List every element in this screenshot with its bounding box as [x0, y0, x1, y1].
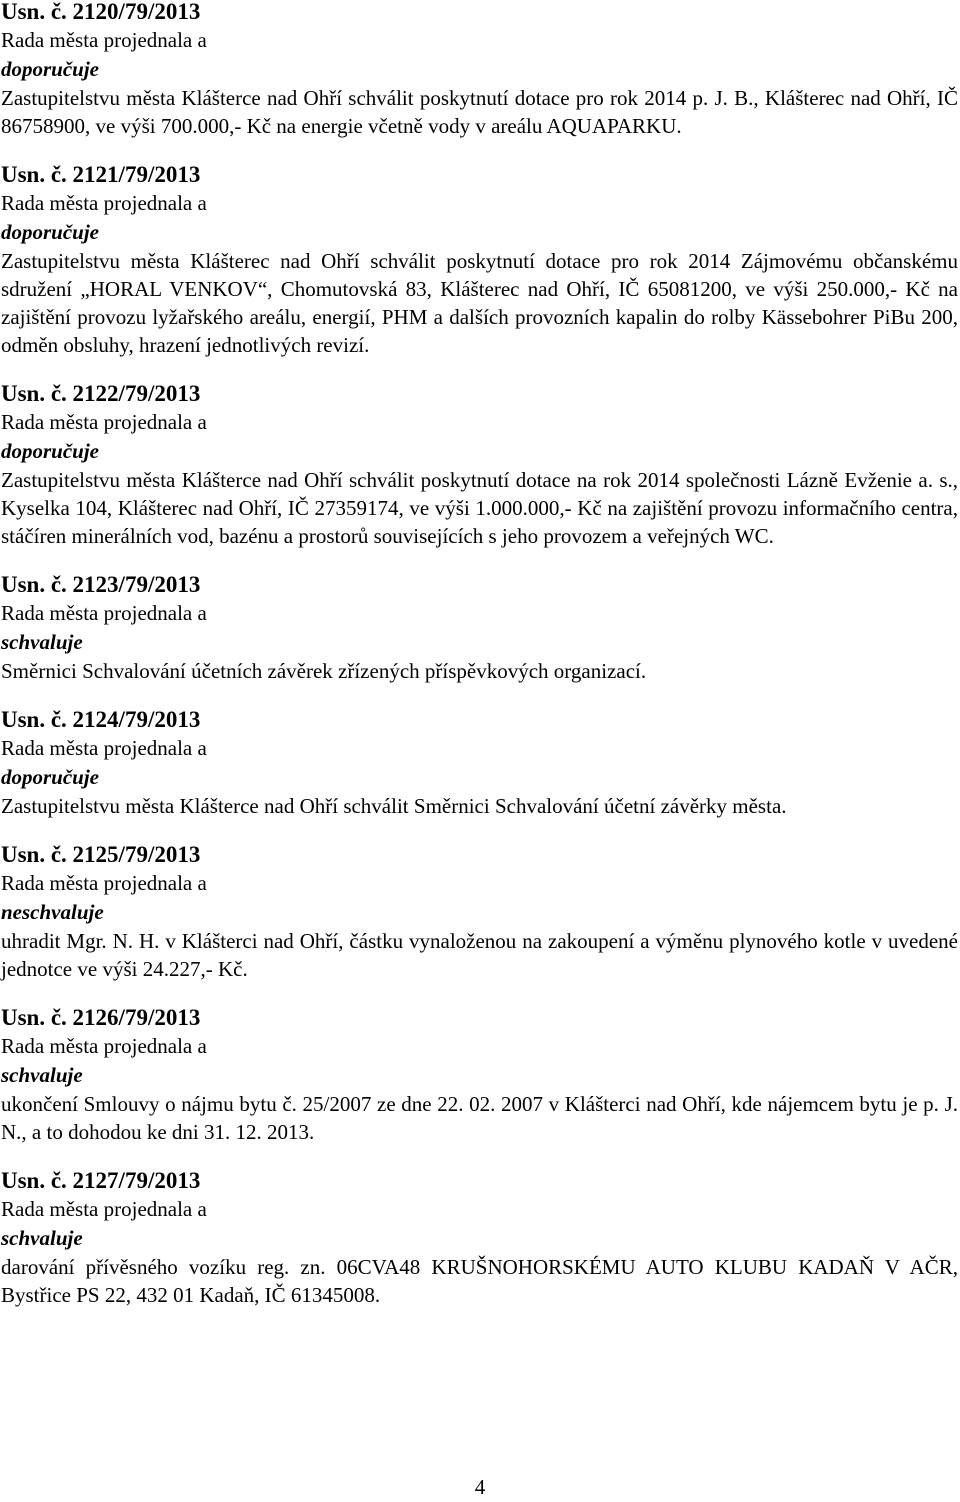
resolution-item — [1, 379, 958, 550]
resolution-verb: schvaluje — [1, 1063, 83, 1087]
resolution-item — [1, 1003, 958, 1146]
resolution-verb: schvaluje — [1, 1226, 83, 1250]
resolution-intro: Rada města projednala a — [1, 1197, 207, 1221]
resolution-intro: Rada města projednala a — [1, 736, 207, 760]
resolution-number: Usn. č. 2120/79/2013 — [1, 0, 201, 24]
resolution-text: uhradit Mgr. N. H. v Klášterci nad Ohří, částku vynaloženou na zakoupení a výměnu plynového kotle v uvedené jednotce ve výši 24.227,- Kč. — [1, 929, 958, 981]
resolution-intro: Rada města projednala a — [1, 871, 207, 895]
resolution-verb: doporučuje — [1, 439, 100, 463]
resolution-item — [1, 0, 958, 140]
resolution-intro: Rada města projednala a — [1, 410, 207, 434]
resolution-verb: doporučuje — [1, 220, 100, 244]
resolution-number: Usn. č. 2127/79/2013 — [1, 1168, 201, 1193]
resolution-intro: Rada města projednala a — [1, 601, 207, 625]
resolution-number: Usn. č. 2126/79/2013 — [1, 1005, 201, 1030]
resolution-intro: Rada města projednala a — [1, 191, 207, 215]
resolution-item — [1, 840, 958, 983]
resolution-text: Zastupitelstvu města Klášterec nad Ohří schválit poskytnutí dotace pro rok 2014 Zájmovému občanskému sdružení „HORAL VENKOV“, Chomutovská 83, Klášterec nad Ohří, IČ 65081200, ve výši 250.000,- Kč na zajištění provozu lyžařského areálu, energií, PHM a dalších provozních kapalin do rolby Kässebohrer PiBu 200, odměn obsluhy, hrazení jednotlivých revizí. — [1, 249, 958, 357]
resolution-verb: schvaluje — [1, 630, 83, 654]
resolution-item — [1, 1166, 958, 1309]
resolution-intro: Rada města projednala a — [1, 1034, 207, 1058]
resolution-number: Usn. č. 2125/79/2013 — [1, 842, 201, 867]
resolution-verb: neschvaluje — [1, 900, 104, 924]
resolution-item — [1, 705, 958, 820]
resolution-text: Zastupitelstvu města Klášterce nad Ohří schválit Směrnici Schvalování účetní závěrky města. — [1, 794, 787, 818]
resolution-intro: Rada města projednala a — [1, 28, 207, 52]
resolution-number: Usn. č. 2123/79/2013 — [1, 572, 201, 597]
resolution-item — [1, 570, 958, 685]
resolution-text: ukončení Smlouvy o nájmu bytu č. 25/2007 ze dne 22. 02. 2007 v Klášterci nad Ohří, kde nájemcem bytu je p. J. N., a to dohodou ke dni 31. 12. 2013. — [1, 1092, 958, 1144]
resolution-number: Usn. č. 2124/79/2013 — [1, 707, 201, 732]
resolution-text: Zastupitelstvu města Klášterce nad Ohří schválit poskytnutí dotace pro rok 2014 p. J. B., Klášterec nad Ohří, IČ 86758900, ve výši 700.000,- Kč na energie včetně vody v areálu AQUAPARKU. — [1, 86, 958, 138]
resolution-text: darování přívěsného vozíku reg. zn. 06CVA48 KRUŠNOHORSKÉMU AUTO KLUBU KADAŇ V AČR, Bystřice PS 22, 432 01 Kadaň, IČ 61345008. — [1, 1255, 958, 1307]
resolutions-list — [1, 0, 958, 1329]
resolution-verb: doporučuje — [1, 765, 100, 789]
resolution-item — [1, 160, 958, 359]
page-number: 4 — [474, 1475, 486, 1499]
resolution-verb: doporučuje — [1, 57, 100, 81]
resolution-number: Usn. č. 2121/79/2013 — [1, 162, 201, 187]
resolution-text: Směrnici Schvalování účetních závěrek zřízených příspěvkových organizací. — [1, 659, 647, 683]
resolution-number: Usn. č. 2122/79/2013 — [1, 381, 201, 406]
resolution-text: Zastupitelstvu města Klášterce nad Ohří schválit poskytnutí dotace na rok 2014 společnosti Lázně Evženie a. s., Kyselka 104, Klášterec nad Ohří, IČ 27359174, ve výši 1.000.000,- Kč na zajištění provozu informačního centra, stáčíren minerálních vod, bazénu a prostorů souvisejících s jeho provozem a veřejných WC. — [1, 468, 958, 548]
